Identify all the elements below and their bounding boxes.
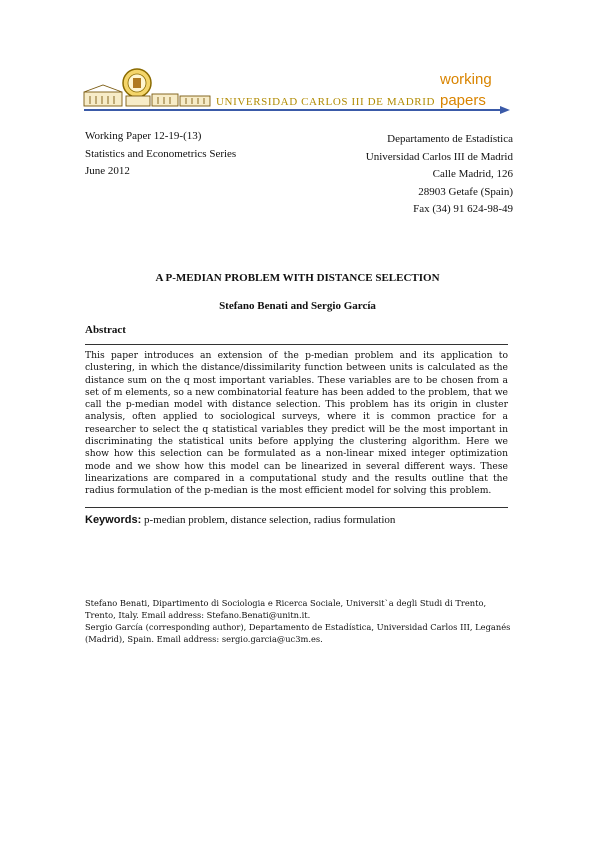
abstract-bottom-rule [85, 507, 508, 508]
university-seal-icon [123, 69, 151, 97]
working-paper-number: Working Paper 12-19-(13) [85, 130, 202, 142]
publication-date: June 2012 [85, 165, 130, 177]
city-postcode: 28903 Getafe (Spain) [418, 185, 513, 198]
paper-info [85, 128, 236, 181]
series-label-working: working [440, 71, 492, 88]
university-name: UNIVERSIDAD CARLOS III DE MADRID [216, 96, 436, 108]
street-address: Calle Madrid, 126 [432, 168, 513, 180]
paper-title: A P-MEDIAN PROBLEM WITH DISTANCE SELECTION [155, 272, 440, 284]
paper-authors: Stefano Benati and Sergio García [219, 300, 376, 312]
footnote-benati: Stefano Benati, Dipartimento di Sociologia e Ricerca Sociale, Universit`a degli Studi di Trento, Trento, Italy. Email address: Stefano.Benati@unitn.it. [85, 598, 487, 620]
keywords-label: Keywords: [85, 514, 142, 526]
abstract-text: This paper introduces an extension of the p-median problem and its application to clustering, in which the distance/dissimilarity function between units is calculated as the distance sum on the q most important variables. These variables are to be chosen from a set of m elements, so a new combinatorial feature has been added to the problem, that we call the p-median model with distance selection. This problem has its origin in cluster analysis, often applied to sociological surveys, where it is common practice for a researcher to select the q statistical variables they predict will be the most important in discriminating the statistical units before applying the clustering algorithm. Here we show how this selection can be formulated as a non-linear mixed integer optimization mode and we show how this model can be linearized in several different ways. These linearizations are compared in a computational study and the results outline that the radius formulation of the p-median is the most efficient model for solving this problem. [85, 350, 508, 497]
fax-number: Fax (34) 91 624-98-49 [413, 203, 513, 215]
keywords [85, 514, 395, 526]
keywords-list: p-median problem, distance selection, radius formulation [141, 514, 396, 526]
abstract-heading: Abstract [85, 324, 126, 336]
author-footnotes [85, 597, 515, 645]
footnote-garcia: Sergio García (corresponding author), Departamento de Estadística, Universidad Carlos III, Leganés (Madrid), Spain. Email address: sergio.garcia@uc3m.es. [85, 622, 511, 644]
series-label-papers: papers [440, 92, 486, 109]
university-full-name: Universidad Carlos III de Madrid [365, 150, 513, 163]
series-name: Statistics and Econometrics Series [85, 147, 237, 160]
abstract-top-rule [85, 344, 508, 345]
department-address [366, 131, 513, 219]
department-name: Departamento de Estadística [387, 133, 513, 145]
